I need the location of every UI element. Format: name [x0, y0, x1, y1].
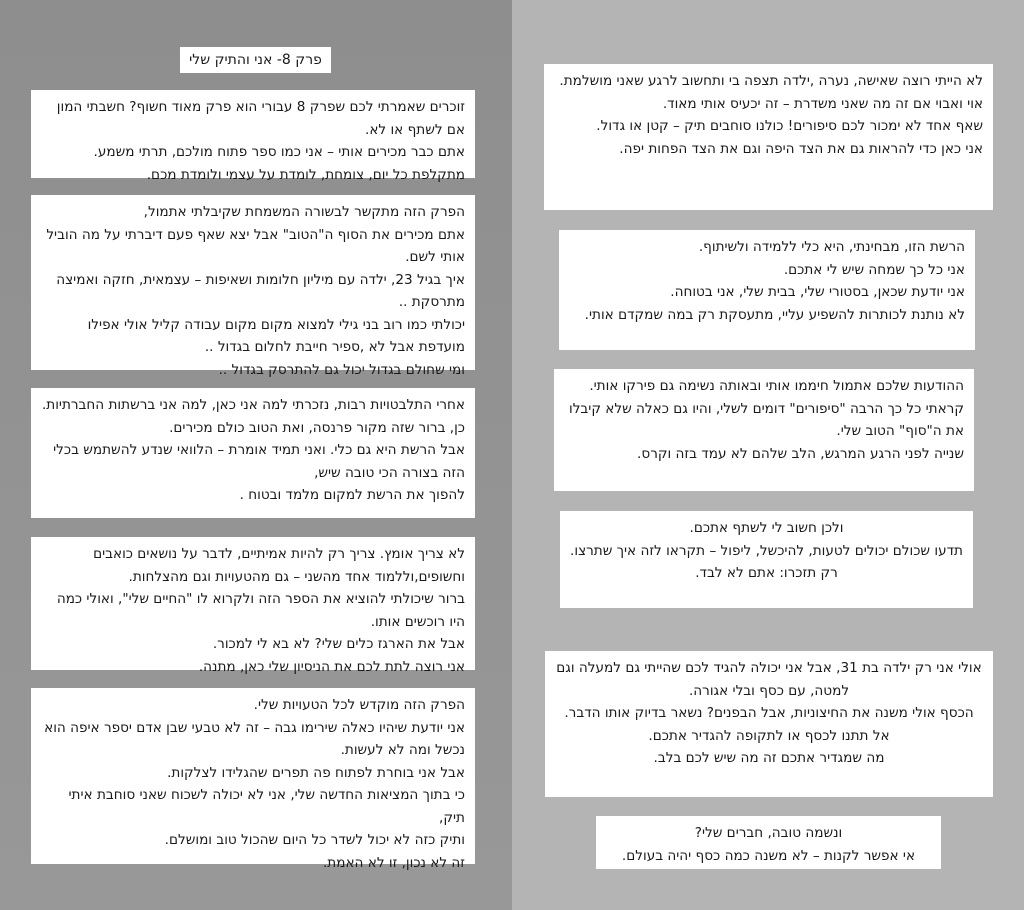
text-line: יכולתי כמו רוב בני גילי למצוא מקום מקום עבודה קליל אולי אפילו מועדפת אבל לא ,ספיר חייבת לחלום בגדול .. — [87, 316, 465, 355]
text-box-right-6 — [596, 816, 941, 869]
text-box-left-3 — [31, 388, 475, 518]
text-line: אי אפשר לקנות – לא משנה כמה כסף יהיה בעולם. — [621, 847, 916, 864]
text-line: לא צריך אומץ. צריך רק להיות אמיתיים, לדבר על נושאים כואבים וחשופים,וללמוד אחד מהשני – גם מהטעויות וגם מהצלחות. — [93, 546, 465, 585]
text-line: אני רוצה לתת לכם את הניסיון שלי כאן, מתנה. — [198, 658, 465, 675]
text-box-right-5 — [545, 651, 993, 797]
text-line: אבל הרשת היא גם כלי. ואני תמיד אומרת – הלוואי שנדע להשתמש בכלי הזה בצורה הכי טובה שיש, — [53, 442, 465, 481]
text-line: כן, ברור שזה מקור פרנסה, ואת הטוב כולם מכירים. — [169, 419, 465, 436]
text-box-right-2 — [559, 230, 975, 350]
text-line: קראתי כל כך הרבה "סיפורים" דומים לשלי, והיו גם כאלה שלא קיבלו את ה"סוף" הטוב שלי. — [568, 400, 964, 439]
text-line: תדעו שכולם יכולים לטעות, להיכשל, ליפול – תקראו לזה איך שתרצו. — [570, 542, 963, 559]
text-line: ולכן חשוב לי לשתף אתכם. — [689, 520, 844, 536]
text-line: אבל אני בוחרת לפתוח פה תפרים שהגלידו לצלקות. — [167, 764, 465, 781]
text-box-right-4 — [560, 511, 973, 608]
text-line: זוכרים שאמרתי לכם שפרק 8 עבורי הוא פרק מאוד חשוף? חשבתי המון אם לשתף או לא. — [56, 99, 465, 138]
text-line: אתם מכירים את הסוף ה"הטוב" אבל יצא שאף פעם דיברתי על מה הוביל אותי לשם. — [46, 226, 465, 265]
text-box-left-2 — [31, 195, 475, 378]
text-line: ונשמה טובה, חברים שלי? — [694, 825, 843, 841]
text-box-left-1 — [31, 90, 475, 183]
text-line: הרשת הזו, מבחינתי, היא כלי ללמידה ולשיתוף. — [698, 239, 965, 255]
text-line: הכסף אולי משנה את החיצוניות, אבל הבפנים? נשאר בדיוק אותו הדבר. — [564, 705, 974, 721]
text-line: מתקלפת כל יום, צומחת, לומדת על עצמי ולומדת מכם. — [146, 166, 465, 183]
text-line: איך בגיל 23, ילדה עם מיליון חלומות ושאיפות – עצמאית, חזקה ואמיצה מתרסקת .. — [56, 271, 465, 310]
text-line: ההודעות שלכם אתמול חיממו אותי ובאותה נשימה גם פירקו אותי. — [589, 378, 964, 394]
text-line: ותיק כזה לא יכול לשדר כל היום שהכול טוב ומושלם. — [164, 832, 465, 848]
text-line: רק תזכרו: אתם לא לבד. — [695, 565, 838, 581]
text-box-right-1 — [544, 64, 993, 210]
text-line: ומי שחולם בגדול יכול גם להתרסק בגדול .. — [218, 361, 465, 378]
text-box-right-3 — [554, 369, 974, 491]
text-line: אבל את הארגז כלים שלי? לא בא לי למכור. — [212, 636, 465, 652]
text-line: אוי ואבוי אם זה מה שאני משדרת – זה יכעיס אותי מאוד. — [662, 95, 983, 112]
chapter-title: פרק 8- אני והתיק שלי — [180, 47, 331, 73]
text-box-left-5 — [31, 688, 475, 871]
text-line: לא הייתי רוצה שאישה, נערה ,ילדה תצפה בי ותחשוב לרגע שאני מושלמת. — [559, 73, 983, 89]
text-line: אני יודעת שכאן, בסטורי שלי, בבית שלי, אני בטוחה. — [670, 284, 965, 300]
text-line: אל תתנו לכסף או לתקופה להגדיר אתכם. — [648, 727, 890, 744]
text-line: אני כל כך שמחה שיש לי אתכם. — [783, 261, 965, 278]
text-line: מה שמגדיר אתכם זה מה שיש לכם בלב. — [653, 750, 885, 766]
text-line: אני כאן כדי להראות גם את הצד היפה וגם את הצד הפחות יפה. — [619, 140, 983, 157]
text-box-left-4 — [31, 537, 475, 675]
text-line: לא נותנת לכותרות להשפיע עליי, מתעסקת רק במה שמקדם אותי. — [584, 306, 965, 323]
text-line: הפרק הזה מתקשר לבשורה המשמחת שקיבלתי אתמול, — [143, 204, 465, 220]
text-line: אחרי התלבטויות רבות, נזכרתי למה אני כאן, למה אני ברשתות החברתיות. — [41, 397, 465, 413]
text-line: ברור שיכולתי להוציא את הספר הזה ולקרוא לו "החיים שלי", ואולי כמה היו רוכשים אותו. — [56, 591, 465, 630]
text-line: אני יודעת שיהיו כאלה שירימו גבה – זה לא טבעי שבן אדם יספר איפה הוא נכשל ומה לא לעשות. — [44, 719, 465, 758]
text-line: אתם כבר מכירים אותי – אני כמו ספר פתוח מולכם, תרתי משמע. — [93, 144, 465, 160]
text-line: אולי אני רק ילדה בת 31, אבל אני יכולה להגיד לכם שהייתי גם למעלה וגם למטה, עם כסף ובלי אגורה. — [556, 660, 982, 699]
text-line: הפרק הזה מוקדש לכל הטעויות שלי. — [253, 697, 465, 713]
text-line: שנייה לפני הרגע המרגש, הלב שלהם לא עמד בזה וקרס. — [637, 445, 964, 462]
text-line: כי בתוך המציאות החדשה שלי, אני לא יכולה לשכוח שאני סוחבת איתי תיק, — [68, 787, 465, 826]
text-line: להפוך את הרשת למקום מלמד ובטוח . — [239, 487, 465, 503]
text-line: שאף אחד לא ימכור לכם סיפורים! כולנו סוחבים תיק – קטן או גדול. — [596, 118, 983, 134]
text-line: זה לא נכון, זו לא האמת. — [322, 854, 465, 871]
